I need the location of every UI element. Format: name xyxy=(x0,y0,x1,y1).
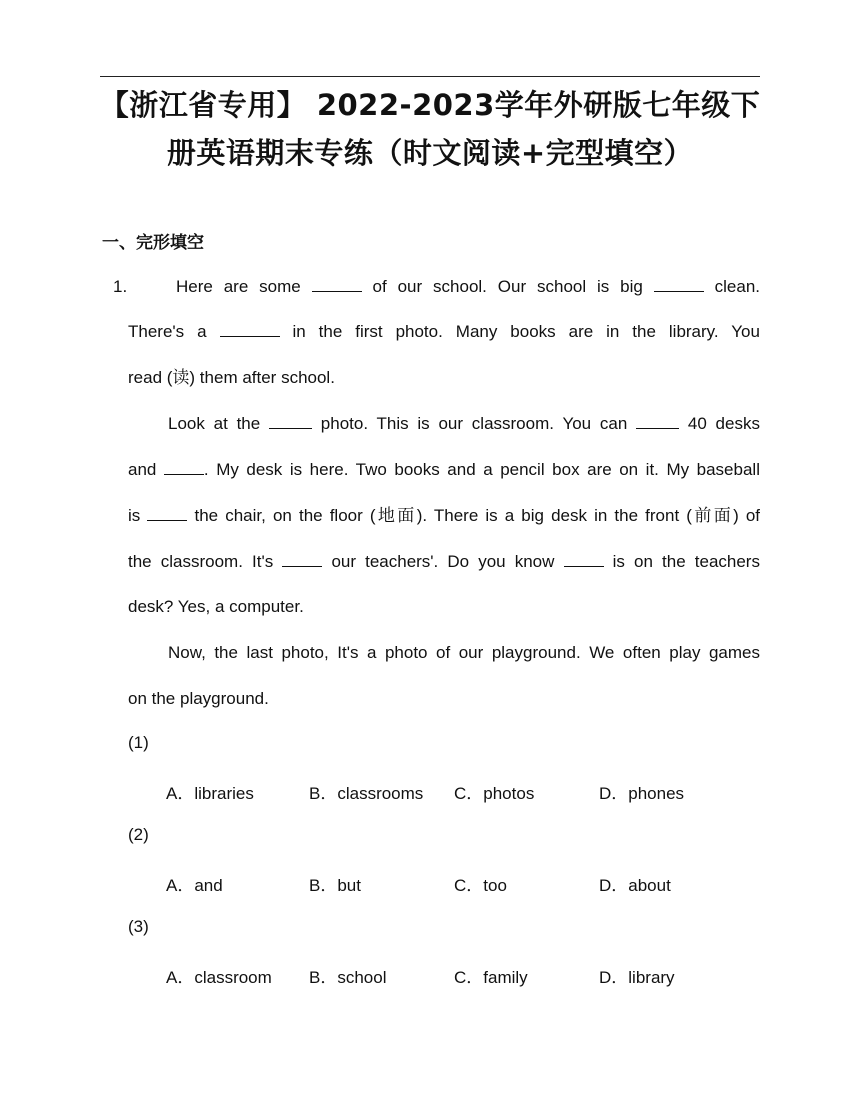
passage-text: is xyxy=(128,506,141,525)
blank-3 xyxy=(220,322,280,337)
passage-text: in the first photo. Many books are in the library. You xyxy=(292,322,760,341)
option-d: D．about xyxy=(599,876,671,895)
passage-text: . My desk is here. Two books and a pencil box are on it. My baseball xyxy=(203,460,760,479)
blank-4 xyxy=(269,414,312,429)
passage-text: ) of xyxy=(733,506,761,525)
passage-text: the chair, on the floor ( xyxy=(194,506,376,525)
option-b: B．classrooms xyxy=(309,784,424,803)
blank-2 xyxy=(654,277,704,292)
option-c: C．too xyxy=(454,876,507,895)
passage-line xyxy=(128,320,760,344)
passage-text: photo. This is our classroom. You can xyxy=(320,414,628,433)
passage-text: and xyxy=(128,460,157,479)
passage-line xyxy=(176,275,760,299)
passage-line: on the playground. xyxy=(128,689,269,708)
passage-text: ). There is a big desk in the front ( xyxy=(416,506,692,525)
passage-line xyxy=(128,366,335,390)
option-b: B．school xyxy=(309,968,387,987)
passage-text: ) them after school. xyxy=(189,368,335,387)
passage-text: is on the teachers xyxy=(612,552,760,571)
passage-text: of our school. Our school is big xyxy=(372,277,643,296)
option-a: A．and xyxy=(166,876,223,895)
passage-text: 40 desks xyxy=(687,414,760,433)
top-rule xyxy=(100,76,760,77)
page-title-line-1: 【浙江省专用】 2022-2023学年外研版七年级下 xyxy=(99,88,761,122)
subquestion-number: (1) xyxy=(128,733,149,752)
subquestion-number: (2) xyxy=(128,825,149,844)
passage-text: clean. xyxy=(714,277,761,296)
passage-line xyxy=(128,458,760,482)
option-a: A．classroom xyxy=(166,968,272,987)
subquestion-number: (3) xyxy=(128,917,149,936)
passage-line xyxy=(168,412,760,436)
passage-text: the classroom. It's xyxy=(128,552,274,571)
chinese-gloss: 前面 xyxy=(691,506,734,526)
passage-line xyxy=(128,504,760,528)
option-c: C．family xyxy=(454,968,528,987)
passage-line: desk? Yes, a computer. xyxy=(128,597,304,616)
blank-8 xyxy=(282,552,322,567)
blank-5 xyxy=(636,414,679,429)
passage-text: There's a xyxy=(128,322,207,341)
passage-text: our teachers'. Do you know xyxy=(331,552,555,571)
page-title-line-2: 册英语期末专练（时文阅读+完型填空） xyxy=(166,136,694,170)
option-c: C．photos xyxy=(454,784,535,803)
passage-text: read ( xyxy=(128,368,173,387)
question-number: 1. xyxy=(113,277,128,296)
blank-6 xyxy=(164,460,204,475)
blank-9 xyxy=(564,552,604,567)
passage-line: Now, the last photo, It's a photo of our playground. We often play games xyxy=(168,643,760,662)
option-b: B．but xyxy=(309,876,361,895)
option-d: D．phones xyxy=(599,784,685,803)
passage-text: Look at the xyxy=(168,414,261,433)
option-a: A．libraries xyxy=(166,784,254,803)
blank-1 xyxy=(312,277,362,292)
chinese-gloss: 地面 xyxy=(375,506,417,526)
option-d: D．library xyxy=(599,968,675,987)
chinese-gloss: 读 xyxy=(172,368,190,388)
section-heading: 一、完形填空 xyxy=(102,233,204,253)
passage-text: Here are some xyxy=(176,277,301,296)
blank-7 xyxy=(147,506,187,521)
passage-line xyxy=(128,550,760,574)
